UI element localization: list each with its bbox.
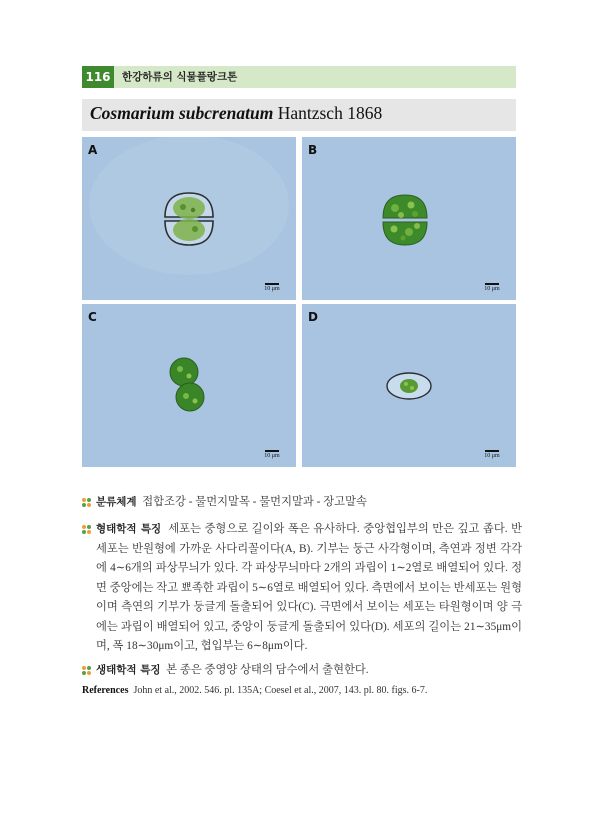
species-title-bar [82, 99, 516, 131]
bullet-icon [82, 498, 92, 508]
scale-bar: 10 μm [260, 450, 284, 459]
cell-illustration [302, 304, 516, 467]
species-author: Hantzsch 1868 [277, 103, 383, 123]
cell-illustration [82, 304, 296, 467]
panel-label: B [308, 143, 318, 157]
micrograph-panel-b [302, 137, 516, 300]
micrograph-panel-c [82, 304, 296, 467]
section-heading: 분류체계 [96, 496, 137, 508]
book-title: 한강하류의 식물플랑크톤 [122, 71, 238, 83]
section-heading: 생태학적 특징 [96, 664, 161, 676]
species-name: Cosmarium subcrenatum [90, 103, 274, 123]
ecology-section [82, 661, 522, 681]
panel-label: A [88, 143, 98, 157]
scale-bar: 10 μm [260, 283, 284, 292]
cell-illustration [82, 137, 296, 300]
scale-bar: 10 μm [480, 283, 504, 292]
micrograph-panel-a [82, 137, 296, 300]
page-number: 116 [82, 66, 114, 88]
panel-label: D [308, 310, 318, 324]
page-header [82, 66, 516, 88]
scale-bar: 10 μm [480, 450, 504, 459]
section-text: 세포는 중형으로 길이와 폭은 유사하다. 중앙협입부의 만은 깊고 좁다. 반세포는 반원형에 가까운 사다리꼴이다(A, B). 기부는 둥근 사각형이며, 측연과 정변 각각에 4∼6개의 파상무늬가 있다. 각 파상무늬마다 2개의 과립이 1∼2열로 배열되어 있다. 정면 중앙에는 작고 뾰족한 과립이 5∼6열로 배열되어 있다. 측면에서 보이는 반세포는 원형이며 측연의 기부가 둥글게 돌출되어 있다(C). 극면에서 보이는 세포는 타원형이며 양 극에는 과립이 배열되어 있고, 중앙이 둥글게 돌출되어 있다(D). 세포의 길이는 21∼35μm이며, 폭 18∼30μm이고, 협입부는 6∼8μm이다. [96, 523, 523, 652]
references [82, 685, 427, 696]
cell-illustration [302, 137, 516, 300]
bullet-icon [82, 525, 92, 535]
references-label: References [82, 685, 129, 696]
references-text: John et al., 2002. 546. pl. 135A; Coesel et al., 2007, 143. pl. 80. figs. 6-7. [133, 685, 428, 696]
bullet-icon [82, 666, 92, 676]
panel-label: C [88, 310, 97, 324]
morphology-section [82, 520, 522, 657]
classification-section [82, 493, 522, 513]
section-text: 본 종은 중영양 상태의 담수에서 출현한다. [166, 664, 369, 676]
section-heading: 형태학적 특징 [96, 523, 162, 535]
micrograph-panel-d [302, 304, 516, 467]
section-text: 접합조강 - 물먼지말목 - 물먼지말과 - 장고말속 [142, 496, 367, 508]
species-title [90, 103, 382, 124]
